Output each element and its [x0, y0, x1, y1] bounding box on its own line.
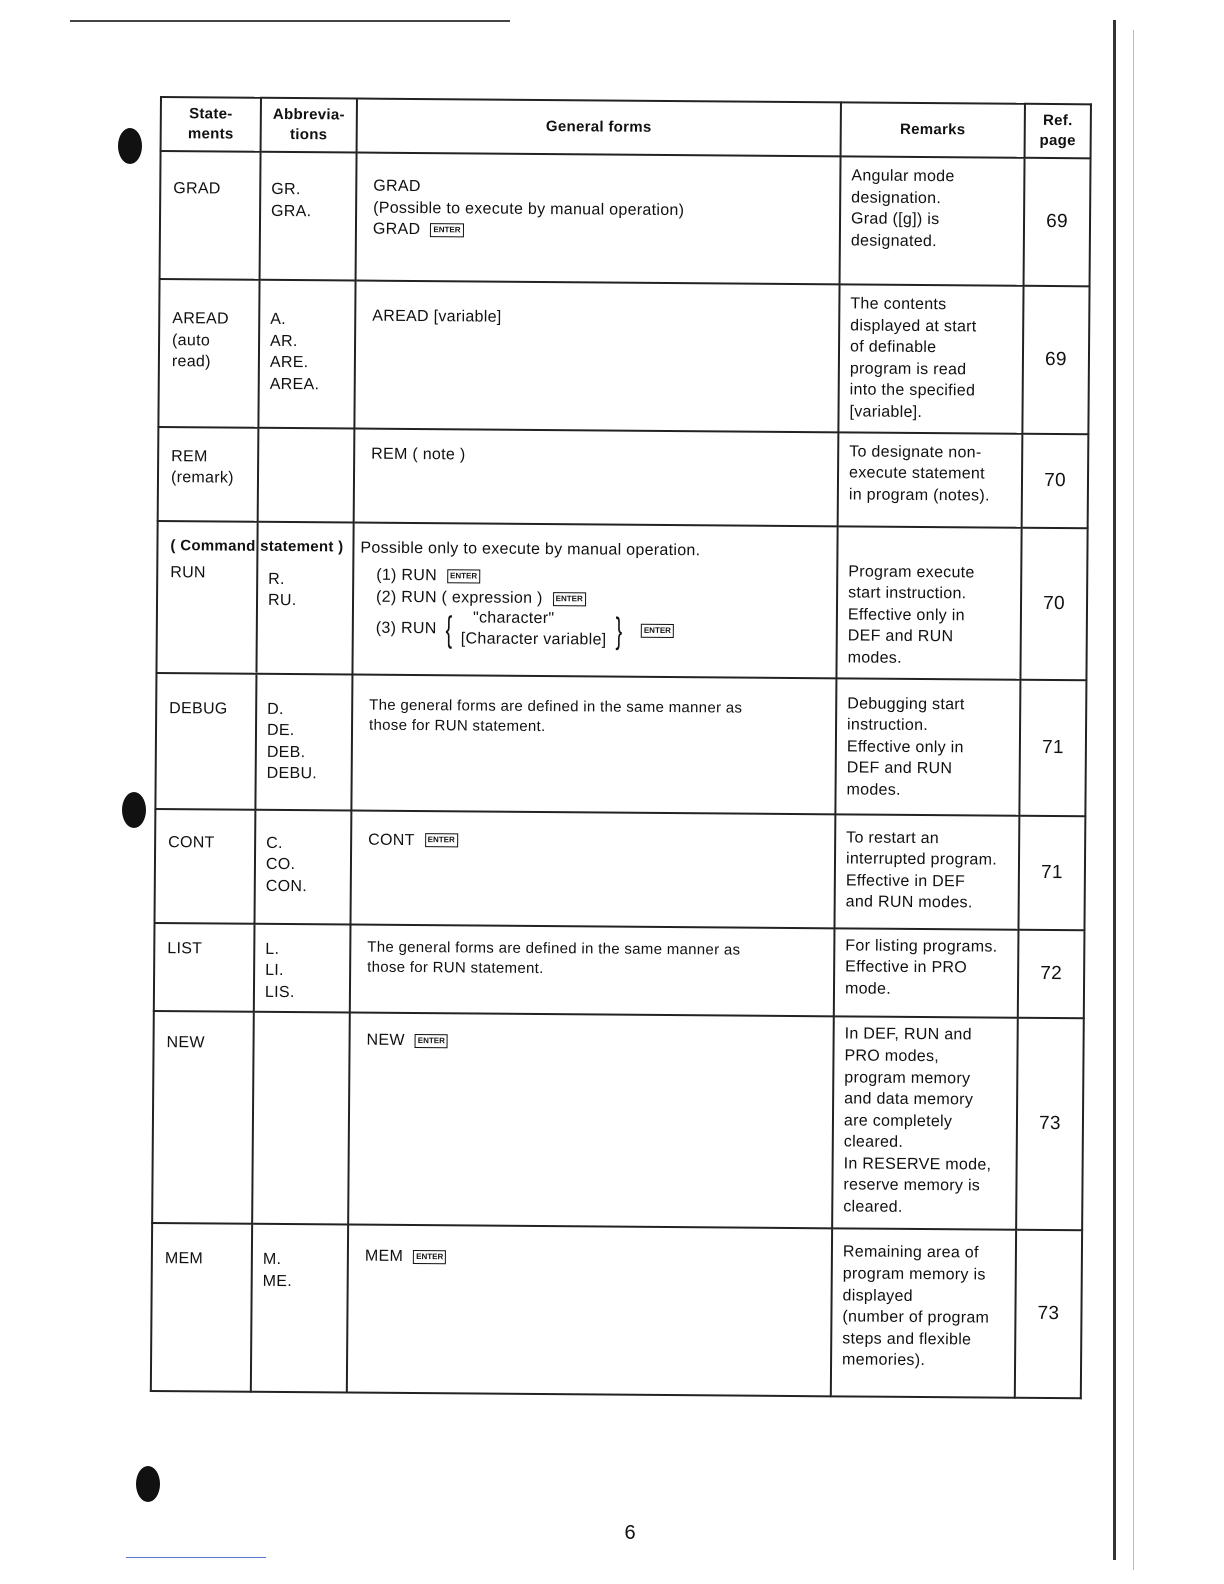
- general-form-line: (Possible to execute by manual operation): [373, 199, 685, 219]
- remark-line: Program execute: [848, 562, 975, 581]
- general-form-line: CONT: [368, 831, 415, 849]
- general-form-line: The general forms are defined in the same manner as: [369, 696, 743, 717]
- remark-line: reserve memory is: [843, 1176, 981, 1195]
- table-row-mem: [151, 1223, 1082, 1398]
- statement-cell: [155, 809, 256, 924]
- table-row-grad: [160, 151, 1091, 286]
- ref-page-cell: 69: [1022, 286, 1089, 434]
- statement-name: DEBUG: [169, 699, 228, 718]
- abbreviation-cell: [260, 152, 357, 281]
- statement-name: RUN: [170, 563, 206, 582]
- enter-key-icon: ENTER: [447, 569, 480, 583]
- ref-page-cell: 73: [1015, 1230, 1082, 1399]
- ref-page-cell: 72: [1018, 929, 1085, 1018]
- general-forms-cell: [352, 522, 837, 678]
- abbreviation: D.: [267, 700, 284, 718]
- statement-name: NEW: [166, 1034, 205, 1052]
- remark-line: Grad ([g]) is: [850, 210, 940, 229]
- remarks-cell: [834, 928, 1019, 1018]
- table-row-aread: [158, 279, 1089, 434]
- general-forms-cell: [347, 1225, 832, 1397]
- general-forms-cell: [351, 810, 836, 928]
- general-forms-cell: [354, 428, 839, 526]
- abbreviation: L.: [265, 940, 280, 958]
- statement-cell: [156, 521, 344, 674]
- general-form-line: REM ( note ): [371, 445, 466, 463]
- remark-line: designated.: [850, 232, 937, 250]
- header-general-forms: General forms: [357, 99, 841, 157]
- remark-line: memories).: [842, 1351, 926, 1370]
- table-row-rem: [158, 427, 1089, 528]
- remark-line: displayed: [842, 1286, 913, 1305]
- remark-line: are completely: [843, 1112, 953, 1130]
- abbreviation: M.: [262, 1251, 282, 1269]
- table-row-list: [154, 923, 1085, 1019]
- statement-name: CONT: [168, 833, 215, 851]
- header-abbreviations: Abbrevia- tions: [261, 98, 357, 153]
- remark-line: DEF and RUN: [846, 759, 953, 778]
- statement-cell: [152, 1011, 254, 1224]
- remark-line: start instruction.: [848, 584, 967, 603]
- remark-line: To restart an: [846, 828, 940, 847]
- binding-edge-line: [1113, 20, 1116, 1560]
- remark-line: and RUN modes.: [845, 893, 973, 912]
- remark-line: mode.: [844, 980, 892, 998]
- general-form-line: (2) RUN ( expression ): [376, 588, 543, 607]
- abbreviation: CON.: [265, 877, 308, 895]
- abbreviation: ME.: [262, 1272, 293, 1290]
- remark-line: modes.: [847, 649, 902, 667]
- enter-key-icon: ENTER: [413, 1250, 446, 1264]
- remark-line: cleared.: [843, 1133, 904, 1152]
- bottom-underline: [126, 1557, 266, 1558]
- remarks-cell: [832, 1017, 1018, 1230]
- general-forms-cell: [356, 153, 841, 285]
- abbreviation: DEB.: [266, 743, 306, 761]
- page-number: 6: [624, 1522, 636, 1544]
- remark-line: execute statement: [848, 464, 985, 483]
- remark-line: instruction.: [847, 716, 929, 735]
- statement-cell: [151, 1223, 252, 1392]
- remark-line: of definable: [849, 338, 937, 357]
- table-row-new: [152, 1011, 1084, 1230]
- right-brace-icon: }: [615, 609, 623, 651]
- statement-name: GRAD: [173, 180, 221, 198]
- general-form-line: The general forms are defined in the same manner as: [367, 938, 741, 959]
- command-statement-label: ( Command statement ): [170, 536, 344, 556]
- statement-note: (remark): [170, 469, 234, 487]
- remark-line: Effective only in: [846, 738, 964, 757]
- remarks-cell: [834, 814, 1019, 929]
- abbreviation-cell: [252, 1012, 350, 1225]
- enter-key-icon: ENTER: [641, 624, 674, 638]
- remark-line: Remaining area of: [842, 1243, 979, 1262]
- ref-page-cell: 71: [1018, 815, 1085, 930]
- remark-line: and data memory: [844, 1090, 974, 1109]
- remark-line: DEF and RUN: [847, 627, 954, 646]
- statement-cell: [160, 151, 261, 280]
- abbreviation-cell: [254, 923, 351, 1013]
- statement-name: MEM: [164, 1250, 204, 1268]
- remark-line: into the specified: [849, 381, 976, 400]
- remark-line: cleared.: [843, 1198, 903, 1216]
- statement-name: LIST: [167, 939, 203, 957]
- remark-line: designation.: [851, 189, 942, 207]
- statement-cell: [155, 673, 256, 810]
- binding-edge-line-faint: [1133, 30, 1134, 1570]
- enter-key-icon: ENTER: [425, 833, 458, 847]
- table-row-cont: [155, 809, 1086, 930]
- ref-page-cell: 70: [1020, 527, 1087, 679]
- remark-line: program memory is: [842, 1265, 986, 1284]
- abbreviation-cell: [251, 1224, 348, 1393]
- abbreviation: DEBU.: [266, 765, 318, 783]
- header-remarks: Remarks: [841, 102, 1025, 157]
- remarks-cell: [835, 678, 1020, 815]
- general-form-line: GRAD: [372, 220, 421, 239]
- remarks-cell: [838, 284, 1023, 433]
- statement-reference-table: [150, 96, 1092, 1400]
- remark-line: Debugging start: [847, 694, 965, 713]
- remark-line: To designate non-: [849, 442, 982, 462]
- general-form-line: NEW: [366, 1031, 405, 1050]
- abbreviation: GRA.: [271, 202, 312, 220]
- abbreviation: DE.: [266, 721, 295, 740]
- remark-line: in program (notes).: [848, 486, 990, 505]
- remark-line: modes.: [846, 781, 901, 799]
- abbreviation: A.: [270, 310, 287, 328]
- remark-line: program memory: [844, 1068, 971, 1087]
- remarks-cell: [840, 156, 1025, 285]
- manual-operation-note: Possible only to execute by manual operation.: [360, 539, 701, 559]
- abbreviation: RU.: [267, 592, 297, 610]
- remark-line: Effective only in: [847, 606, 965, 625]
- general-form-line: those for RUN statement.: [369, 716, 546, 735]
- abbreviation: CO.: [265, 855, 296, 874]
- general-form-line: MEM: [364, 1247, 404, 1266]
- general-form-line: (3) RUN: [375, 620, 437, 638]
- remark-line: In DEF, RUN and: [844, 1025, 972, 1044]
- ref-page-cell: 70: [1022, 433, 1089, 528]
- remark-line: PRO modes,: [844, 1047, 940, 1066]
- general-form-line: AREAD [variable]: [372, 307, 502, 326]
- remark-line: displayed at start: [850, 317, 977, 336]
- remark-line: Effective in DEF: [845, 872, 966, 891]
- remark-line: [variable].: [849, 403, 923, 421]
- abbreviation-cell: [255, 809, 352, 924]
- abbreviation-cell: [258, 427, 355, 522]
- enter-key-icon: ENTER: [415, 1034, 448, 1048]
- abbreviation: LIS.: [264, 983, 295, 1001]
- punch-hole-bottom: [136, 1466, 160, 1502]
- header-statements: State- ments: [161, 97, 261, 152]
- statement-cell: [154, 923, 255, 1013]
- table-row-debug: [155, 673, 1086, 816]
- statement-note: (auto: [172, 331, 211, 349]
- left-brace-icon: {: [445, 608, 453, 650]
- header-row: [161, 97, 1091, 158]
- remark-line: interrupted program.: [845, 850, 998, 869]
- abbreviation: GR.: [271, 180, 301, 199]
- top-rule: [70, 20, 510, 22]
- remarks-cell: [838, 432, 1023, 527]
- remark-line: program is read: [849, 360, 967, 379]
- abbreviation: C.: [266, 834, 283, 852]
- statement-name: REM: [171, 447, 208, 465]
- general-forms-cell: [350, 924, 835, 1017]
- remark-line: In RESERVE mode,: [843, 1155, 992, 1174]
- remarks-cell: [836, 526, 1021, 679]
- run-brace-form: [376, 608, 674, 652]
- abbreviation: AR.: [270, 332, 298, 350]
- general-form-option: "character": [472, 609, 555, 628]
- ref-page-cell: 71: [1019, 679, 1086, 816]
- general-form-line: those for RUN statement.: [367, 958, 544, 977]
- general-forms-cell: [354, 281, 839, 432]
- ref-page-cell: 73: [1016, 1018, 1084, 1231]
- abbreviation: AREA.: [269, 375, 320, 394]
- ref-page-cell: 69: [1024, 158, 1091, 287]
- general-form-option: [Character variable]: [460, 630, 607, 649]
- remarks-cell: [831, 1229, 1016, 1398]
- table-row-run: [156, 521, 1087, 680]
- abbreviation-cell: [258, 280, 355, 428]
- punch-hole-middle: [122, 792, 146, 828]
- remark-line: steps and flexible: [842, 1330, 972, 1349]
- enter-key-icon: ENTER: [430, 223, 463, 237]
- abbreviation: R.: [268, 570, 285, 588]
- remark-line: The contents: [850, 295, 947, 314]
- statement-name: AREAD: [172, 310, 229, 328]
- punch-hole-top: [118, 128, 142, 164]
- general-form-line: GRAD: [373, 177, 421, 196]
- general-form-line: (1) RUN: [376, 566, 438, 585]
- abbreviation-cell: [255, 673, 352, 810]
- abbreviation: LI.: [265, 961, 284, 980]
- enter-key-icon: ENTER: [553, 592, 586, 606]
- abbreviation: ARE.: [269, 354, 309, 372]
- remark-line: Angular mode: [851, 167, 955, 186]
- general-forms-cell: [348, 1013, 834, 1229]
- remark-line: Effective in PRO: [845, 958, 968, 977]
- statement-note: read): [171, 353, 211, 371]
- statement-cell: [158, 427, 259, 522]
- general-forms-cell: [351, 674, 836, 814]
- header-ref-page: Ref. page: [1025, 104, 1091, 159]
- remark-line: For listing programs.: [845, 936, 998, 956]
- statement-cell: [158, 279, 259, 427]
- remark-line: (number of program: [842, 1308, 990, 1327]
